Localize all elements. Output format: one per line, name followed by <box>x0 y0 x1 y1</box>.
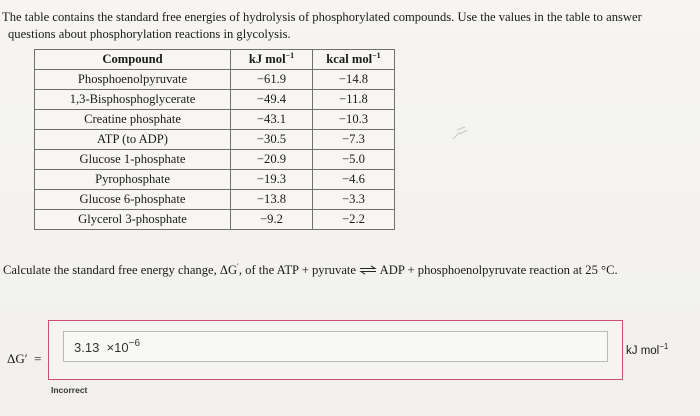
cell-kj: −49.4 <box>231 90 313 110</box>
answer-input[interactable] <box>63 331 608 362</box>
cell-kj: −30.5 <box>231 130 313 150</box>
header-kj <box>231 50 313 70</box>
table-header-row <box>35 50 395 70</box>
intro-line-2: questions about phosphorylation reactions in glycolysis. <box>8 27 291 41</box>
delta-g-symbol: ΔG′ <box>7 351 28 366</box>
table-row <box>35 170 395 190</box>
header-kj-exponent: −1 <box>285 51 295 60</box>
header-kcal <box>313 50 395 70</box>
table-row <box>35 70 395 90</box>
question-text <box>3 263 618 278</box>
question-part-1: Calculate the standard free energy change, ΔG <box>3 263 238 277</box>
cell-compound: Phosphoenolpyruvate <box>35 70 231 90</box>
cell-compound: Creatine phosphate <box>35 110 231 130</box>
cell-kj: −61.9 <box>231 70 313 90</box>
cell-kj: −43.1 <box>231 110 313 130</box>
answer-units-exponent: −1 <box>659 342 669 351</box>
cell-compound: Glucose 1-phosphate <box>35 150 231 170</box>
table-row <box>35 110 395 130</box>
cursor-mark-icon <box>451 124 469 142</box>
cell-kcal: −11.8 <box>313 90 395 110</box>
cell-kj: −19.3 <box>231 170 313 190</box>
delta-g-label <box>7 351 41 367</box>
intro-line-1: The table contains the standard free energies of hydrolysis of phosphorylated compounds. Use the values in the table to answer <box>2 10 642 24</box>
cell-kcal: −3.3 <box>313 190 395 210</box>
free-energy-table <box>34 49 395 230</box>
question-prime: ′ <box>237 262 239 271</box>
question-part-2: , of the ATP + pyruvate <box>238 263 357 277</box>
cell-kj: −9.2 <box>231 210 313 230</box>
cell-compound: Glucose 6-phosphate <box>35 190 231 210</box>
question-part-3: ADP + phosphoenolpyruvate reaction at 25 °C. <box>379 263 618 277</box>
header-kcal-exponent: −1 <box>372 51 381 60</box>
answer-units-text: kJ mol <box>626 345 660 357</box>
table-row <box>35 90 395 110</box>
equals-sign: = <box>34 351 42 366</box>
cell-kcal: −5.0 <box>313 150 395 170</box>
header-compound: Compound <box>35 50 231 70</box>
answer-mantissa: 3.13 <box>74 340 100 355</box>
answer-exponent: −6 <box>128 338 141 349</box>
equilibrium-arrows-icon <box>359 265 377 275</box>
cell-kcal: −2.2 <box>313 210 395 230</box>
intro-text <box>2 9 688 43</box>
table-row <box>35 190 395 210</box>
cell-kcal: −10.3 <box>313 110 395 130</box>
status-badge: Incorrect <box>51 385 88 395</box>
cell-kcal: −7.3 <box>313 130 395 150</box>
answer-box <box>48 320 623 380</box>
header-kj-text: kJ mol <box>248 52 286 66</box>
cell-compound: Glycerol 3-phosphate <box>35 210 231 230</box>
table-row <box>35 210 395 230</box>
header-kcal-text: kcal mol <box>326 52 373 66</box>
answer-units <box>626 342 669 357</box>
cell-kcal: −14.8 <box>313 70 395 90</box>
answer-times-ten: ×10 <box>106 340 129 355</box>
cell-compound: Pyrophosphate <box>35 170 231 190</box>
cell-compound: 1,3-Bisphosphoglycerate <box>35 90 231 110</box>
table-row <box>35 150 395 170</box>
cell-kcal: −4.6 <box>313 170 395 190</box>
cell-kj: −13.8 <box>231 190 313 210</box>
cell-compound: ATP (to ADP) <box>35 130 231 150</box>
cell-kj: −20.9 <box>231 150 313 170</box>
table-row <box>35 130 395 150</box>
